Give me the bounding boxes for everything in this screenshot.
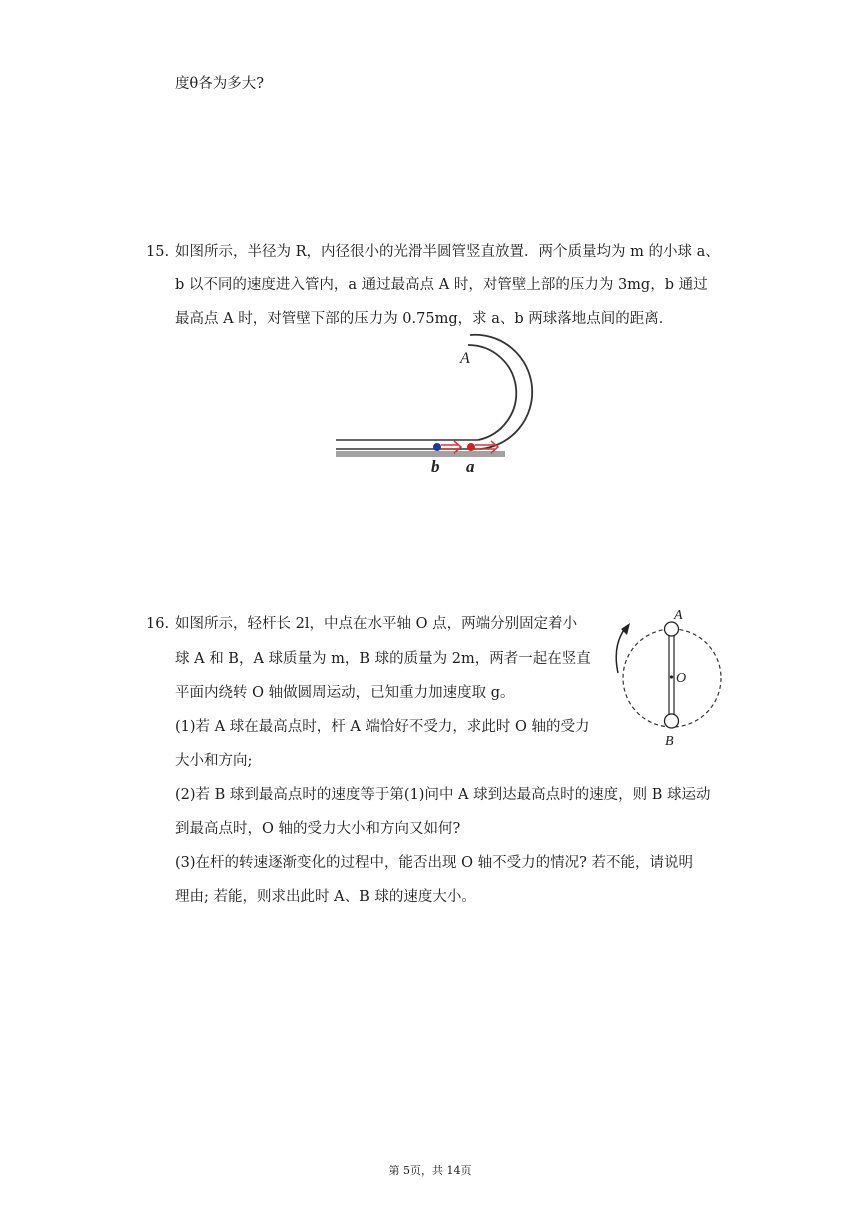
tube-outer-arc [470,335,532,449]
tube-inner-arc [468,345,516,440]
q16-line-4: (1)若 A 球在最高点时，杆 A 端恰好不受力，求此时 O 轴的受力 [175,719,590,735]
label-a: a [466,457,475,476]
q16-line-3: 平面内绕转 O 轴做圆周运动，已知重力加速度取 g。 [175,685,515,701]
ball-B [665,714,679,728]
q15-line-1: 如图所示，半径为 R，内径很小的光滑半圆管竖直放置．两个质量均为 m 的小球 a、 [175,244,720,260]
q16-line-6: (2)若 B 球到最高点时的速度等于第(1)问中 A 球到达最高点时的速度，则 B 球运动 [175,787,711,803]
rotation-arrow [616,627,626,673]
q16-number: 16. [146,616,170,632]
q15-line-3: 最高点 A 时，对管壁下部的压力为 0.75mg，求 a、b 两球落地点间的距离． [175,311,674,327]
ball-A [665,622,679,636]
q15-number: 15. [146,244,170,260]
page-footer: 第 5页，共 14页 [388,1164,472,1177]
label-b: b [431,457,440,476]
label-A: A [674,608,683,623]
ball-a [467,443,475,451]
q15-half-tube-figure [330,330,540,480]
q16-line-1: 如图所示，轻杆长 2l，中点在水平轴 O 点，两端分别固定着小 [175,616,578,632]
q16-line-8: (3)在杆的转速逐渐变化的过程中，能否出现 O 轴不受力的情况? 若不能，请说明 [175,855,694,871]
ground-hatch [336,452,505,456]
q14-tail-text: 度θ各为多大? [175,76,265,92]
axis-O [670,675,673,678]
q16-line-2: 球 A 和 B，A 球质量为 m，B 球的质量为 2m，两者一起在竖直 [175,651,591,667]
velocity-arrow-b [441,441,461,453]
q16-line-9: 理由; 若能，则求出此时 A、B 球的速度大小。 [175,889,476,905]
label-O: O [676,671,687,686]
velocity-arrow-a [475,441,498,453]
ball-b [433,443,441,451]
q16-line-5: 大小和方向; [175,753,253,769]
q16-rod-figure [600,605,740,750]
q16-line-7: 到最高点时，O 轴的受力大小和方向又如何? [175,821,461,837]
label-A: A [460,350,470,367]
label-B: B [665,734,674,749]
q15-line-2: b 以不同的速度进入管内，a 通过最高点 A 时，对管壁上部的压力为 3mg，b 通过 [175,277,708,293]
